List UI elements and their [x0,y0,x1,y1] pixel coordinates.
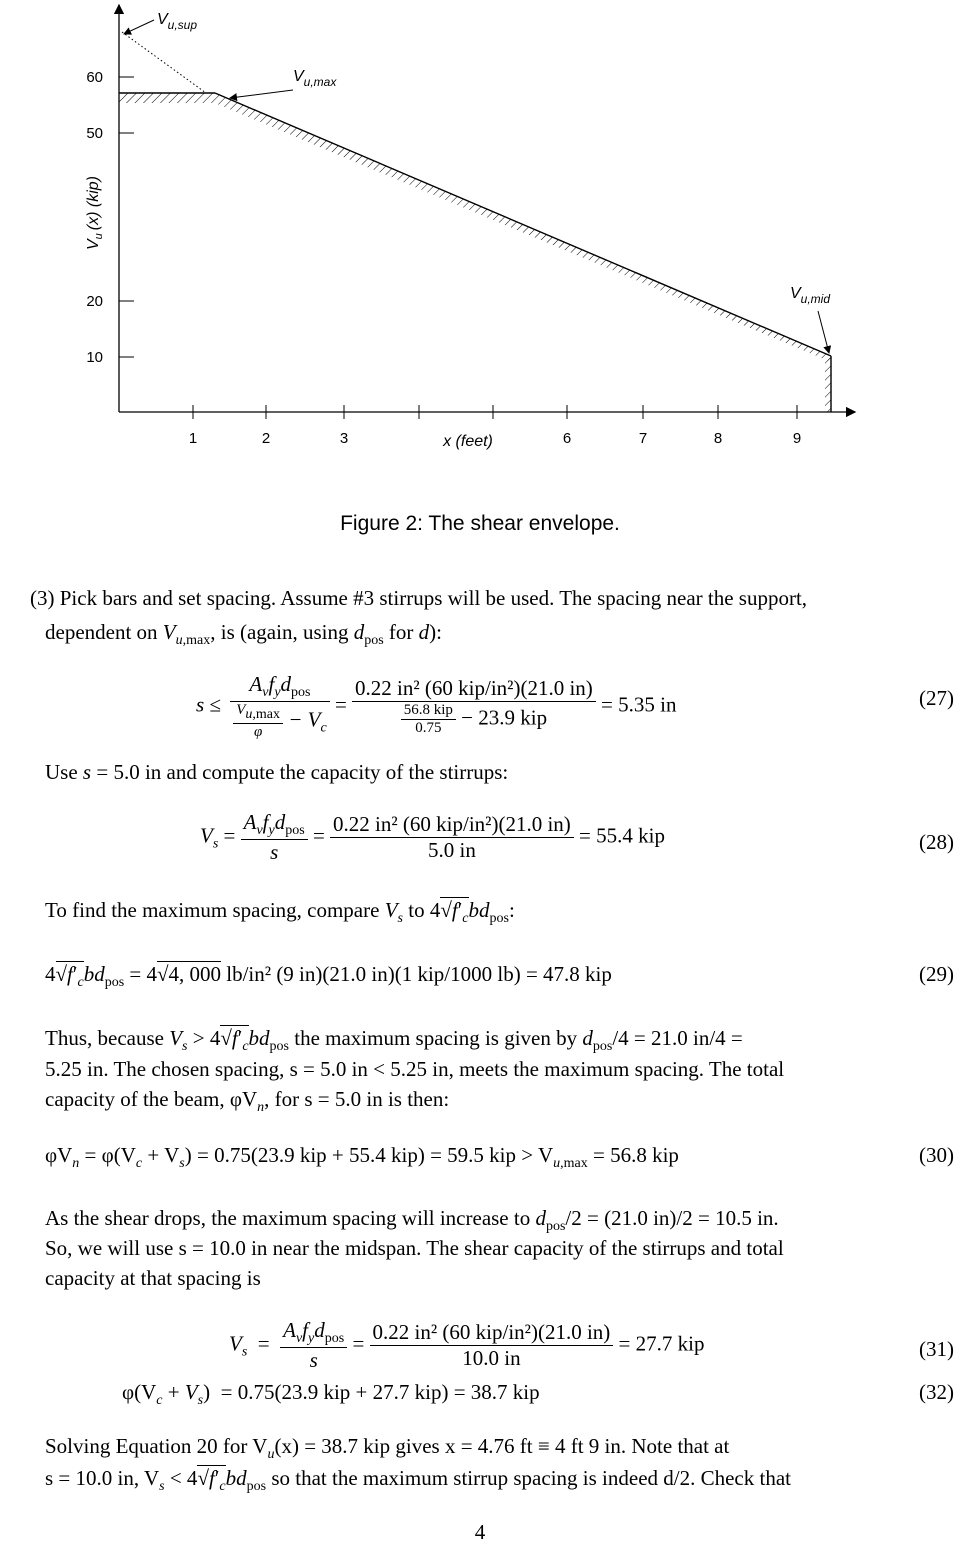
x-tick-label: 7 [638,430,648,447]
y-axis-label: $V_u(x)$ (kip) [85,175,105,250]
use-line: Use s = 5.0 in and compute the capacity of the stirrups: [45,760,509,784]
shear-envelope-figure [0,0,960,470]
vu-sup-arrow [124,20,154,34]
equation-29-number: (29) [919,962,954,986]
y-tick-label: 20 [86,293,103,310]
thus-line3: capacity of the beam, $\varphi V_n$, for s = 5.0 in is then: [45,1087,450,1116]
x-tick-label: 3 [339,430,349,447]
y-tick-label: 60 [86,69,103,86]
equation-27: s ≤ $A_vf_yd_{pos}$ $\frac{V_{u,max}}{\varphi}$ − $V_c$ = 0.22 in² (60 kip/in²)(21.0 in) $\frac{\text{56.8 kip}}{0.75}$ − 23.9 kip = 5.35 in [196,672,677,741]
find-line: To find the maximum spacing, compare $V_s$ to $4√f'_cbd_{pos}$: [45,898,515,927]
equation-31: $V_s$ = $\frac{A_vf_yd_{pos}}{s}$ = $\frac{\text{0.22 in² (60 kip/in²)(21.0 in)}}{10.0 in}$ = 27.7 kip [229,1318,705,1373]
flat-hatch [119,93,215,103]
x-tick-label: 9 [792,430,802,447]
equation-28-number: (28) [919,830,954,854]
vu-sup-label: $V_{u,sup}$ [157,11,198,32]
equation-30-number: (30) [919,1143,954,1167]
p3-line1: (3) Pick bars and set spacing. Assume #3 stirrups will be used. The spacing near the support, [30,586,808,610]
x-tick-label: 1 [188,430,198,447]
equation-28: $V_s$ = $\frac{A_vf_yd_{pos}}{s}$ = $\frac{\text{0.22 in² (60 kip/in²)(21.0 in)}}{5.0 in}$ = 55.4 kip [200,810,665,865]
vu-sup-extension [122,32,206,93]
y-tick-label: 10 [86,349,103,366]
drop-line1: As the shear drops, the maximum spacing will increase to $d_{pos}/2 = (21.0$ in)/2 = 10.5 in. [45,1206,779,1235]
equation-31-number: (31) [919,1337,954,1361]
vu-max-arrow [230,90,293,98]
vu-mid-arrow [818,311,829,353]
equation-32-number: (32) [919,1380,954,1404]
equation-29: $4√f'_cbd_{pos} = 4√4$, 000 lb/in² (9 in)(21.0 in)(1 kip/1000 lb) = 47.8 kip [45,962,612,991]
drop-line2: So, we will use s = 10.0 in near the midspan. The shear capacity of the stirrups and total [45,1236,784,1260]
thus-line2: 5.25 in. The chosen spacing, s = 5.0 in < 5.25 in, meets the maximum spacing. The total [45,1057,785,1081]
solve-line1: Solving Equation 20 for $V_u(x) = 38.7$ kip gives x = 4.76 ft ≡ 4 ft 9 in. Note that at [45,1434,730,1463]
figure-caption: Figure 2: The shear envelope. [340,512,620,535]
p3-line2: dependent on $V_{u,max}$, is (again, using $d_{pos}$ for d): [45,620,442,649]
slope-hatch [215,93,831,362]
page-number: 4 [474,1520,486,1544]
solve-line2: s = 10.0 in, $V_s < 4√f'_cbd_{pos}$ so that the maximum stirrup spacing is indeed d/2. Check that [45,1466,791,1495]
drop-line3: capacity at that spacing is [45,1266,261,1290]
x-tick-label: 2 [261,430,271,447]
mid-hatch [825,356,831,412]
y-tick-label: 50 [86,125,103,142]
x-tick-label: 6 [562,430,572,447]
thus-line1: Thus, because $V_s > 4√f'_cbd_{pos}$ the maximum spacing is given by $d_{pos}/4 = 21.0$ in/4 = [45,1026,743,1055]
equation-30: $\varphi V_n = \varphi(V_c + V_s) = 0.75(23.9$ kip + 55.4 kip) = 59.5 kip > $V_{u,max} = 56.8$ kip [45,1143,679,1172]
x-axis-label: x (feet) [443,433,493,450]
equation-32: $\varphi(V_c + V_s) = 0.75(23.9$ kip + 27.7 kip) = 38.7 kip [122,1380,540,1409]
y-ticks [119,77,134,357]
vu-max-label: $V_{u,max}$ [293,68,337,89]
equation-27-number: (27) [919,686,954,710]
envelope-slope [215,93,831,356]
vu-mid-label: $V_{u,mid}$ [790,285,831,306]
x-tick-label: 8 [713,430,723,447]
